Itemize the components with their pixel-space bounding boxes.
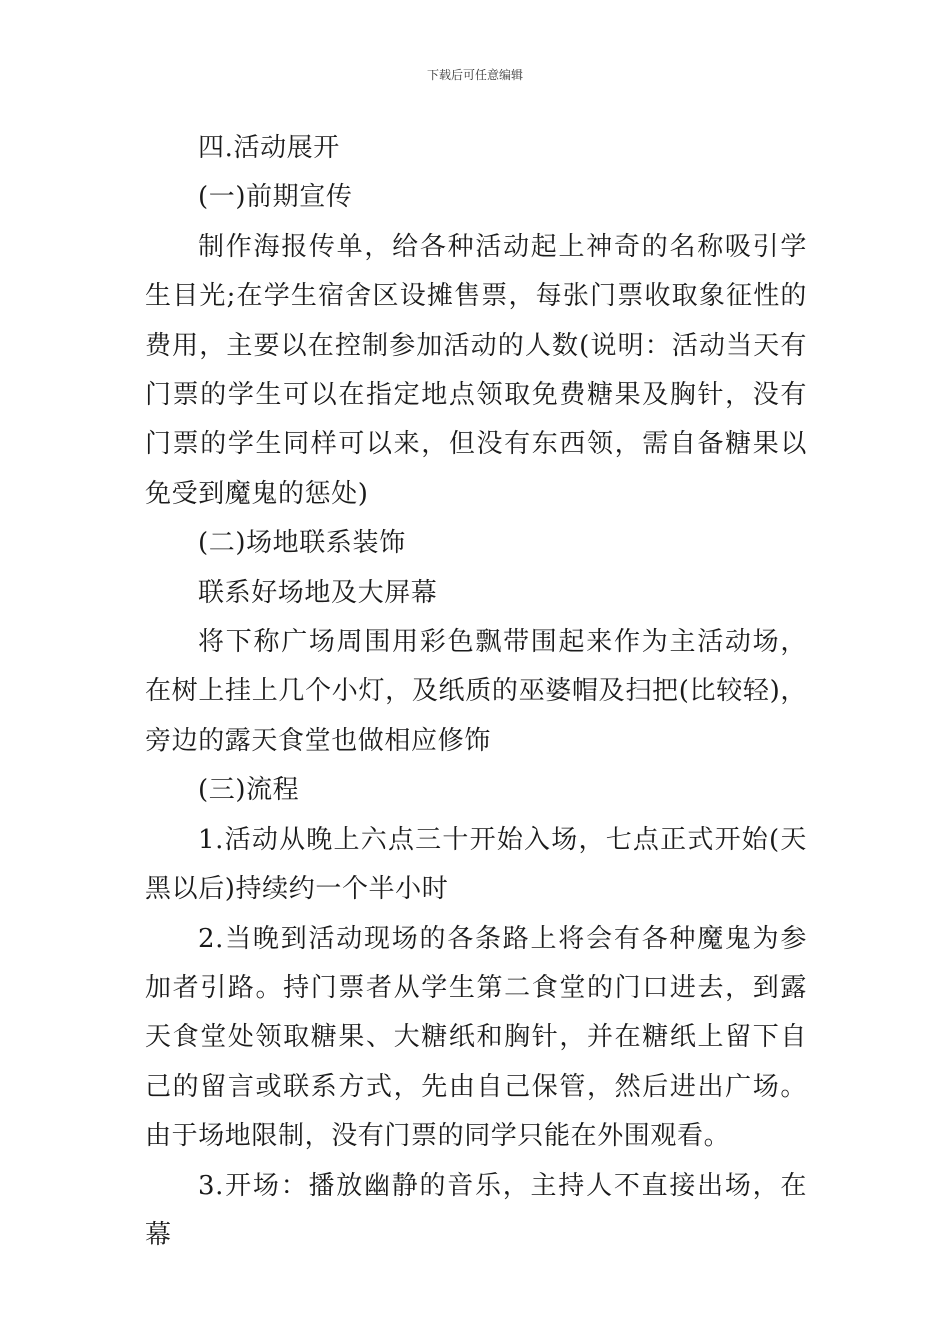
subsection-heading: (二)场地联系装饰 bbox=[198, 528, 406, 559]
body-paragraph: 联系好场地及大屏幕 bbox=[198, 577, 438, 608]
subsection-heading: (三)流程 bbox=[198, 775, 300, 806]
body-paragraph: 将下称广场周围用彩色飘带围起来作为主活动场，在树上挂上几个小灯，及纸质的巫婆帽及扫把(比较轻)，旁边的露天食堂也做相应修饰 bbox=[145, 627, 807, 756]
list-item: 1.活动从晚上六点三十开始入场，七点正式开始(天黑以后)持续约一个半小时 bbox=[145, 824, 807, 905]
page-header: 下载后可任意编辑 bbox=[426, 68, 523, 82]
section-heading: 四.活动展开 bbox=[198, 133, 340, 163]
subsection-heading: (一)前期宣传 bbox=[198, 182, 353, 213]
document-body bbox=[145, 124, 807, 1260]
body-paragraph: 制作海报传单，给各种活动起上神奇的名称吸引学生目光;在学生宿舍区设摊售票，每张门票收取象征性的费用，主要以在控制参加活动的人数(说明：活动当天有门票的学生可以在指定地点领取免费糖果及胸针，没有门票的学生同样可以来，但没有东西领，需自备糖果以免受到魔鬼的惩处) bbox=[145, 231, 807, 509]
list-item: 2.当晚到活动现场的各条路上将会有各种魔鬼为参加者引路。持门票者从学生第二食堂的门口进去，到露天食堂处领取糖果、大糖纸和胸针，并在糖纸上留下自己的留言或联系方式，先由自己保管，然后进出广场。由于场地限制，没有门票的同学只能在外围观看。 bbox=[145, 923, 807, 1152]
list-item: 3.开场：播放幽静的音乐，主持人不直接出场，在幕 bbox=[145, 1170, 807, 1250]
